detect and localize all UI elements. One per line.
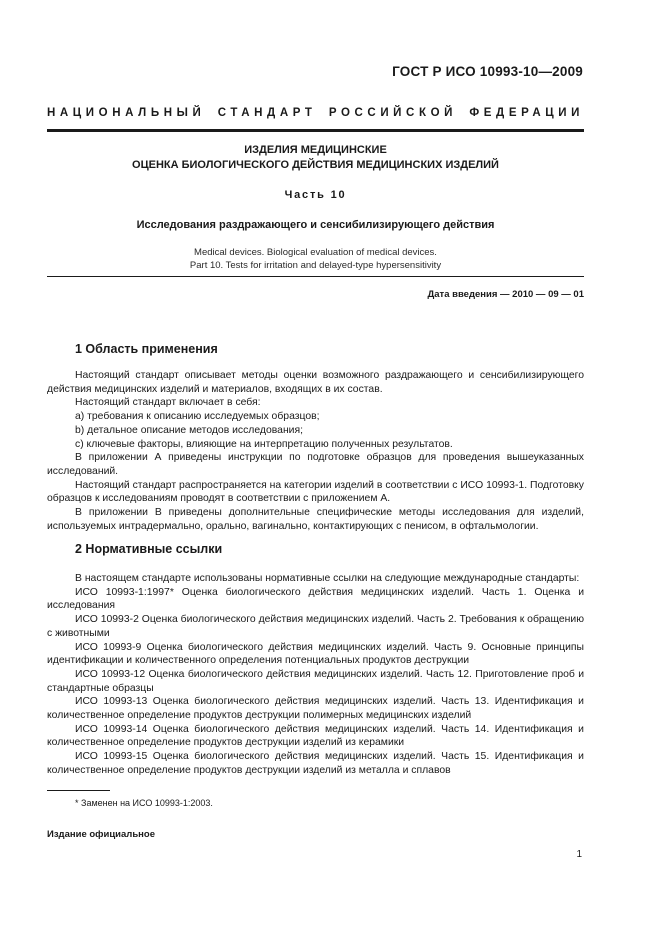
- part-label: Часть 10: [284, 189, 347, 201]
- title-rule: [47, 276, 584, 277]
- title-line: ОЦЕНКА БИОЛОГИЧЕСКОГО ДЕЙСТВИЯ МЕДИЦИНСКИХ ИЗДЕЛИЙ: [132, 159, 499, 171]
- paragraph: Настоящий стандарт описывает методы оценки возможного раздражающего и сенсибилизирующего действия медицинских изделий и материалов, входящих в их состав.: [47, 370, 584, 395]
- paragraph: Настоящий стандарт распространяется на категории изделий в соответствии с ИСО 10993-1. Подготовку образцов к исследованиям проводят в соответствии с приложением А.: [47, 479, 584, 505]
- list-item: a) требования к описанию исследуемых образцов;: [75, 411, 320, 423]
- english-title: [47, 246, 584, 272]
- reference-item: ИСО 10993-9 Оценка биологического действия медицинских изделий. Часть 9. Основные принципы идентификации и количественного определения потенциальных продуктов деструкции: [47, 641, 584, 667]
- banner-word: СТАНДАРТ: [217, 107, 317, 119]
- section-heading-scope: 1 Область применения: [75, 342, 218, 356]
- english-title-line: Part 10. Tests for irritation and delayed-type hypersensitivity: [189, 260, 442, 271]
- banner-word: НАЦИОНАЛЬНЫЙ: [47, 107, 206, 119]
- effective-date: Дата введения — 2010 — 09 — 01: [427, 289, 584, 300]
- page-number: 1: [576, 849, 582, 860]
- edition-label: Издание официальное: [47, 829, 155, 840]
- reference-item: ИСО 10993-1:1997* Оценка биологического действия медицинских изделий. Часть 1. Оценка и исследования: [47, 586, 584, 612]
- header-rule: [47, 129, 584, 132]
- reference-item: ИСО 10993-15 Оценка биологического действия медицинских изделий. Часть 15. Идентификация и количественное определение продуктов деструкции изделий из металла и сплавов: [47, 751, 584, 776]
- list-item: c) ключевые факторы, влияющие на интерпретацию полученных результатов.: [75, 438, 453, 450]
- paragraph: В приложении В приведены дополнительные специфические методы исследования для изделий, используемых интрадермально, орально, вагинально, контактирующих с пенисом, в офтальмологии.: [47, 507, 584, 532]
- paragraph: В приложении А приведены инструкции по подготовке образцов для проведения вышеуказанных исследований.: [47, 452, 584, 477]
- section-references-body: [47, 572, 584, 778]
- paragraph: Настоящий стандарт включает в себя:: [75, 397, 261, 409]
- document-code: ГОСТ Р ИСО 10993-10—2009: [392, 64, 583, 79]
- english-title-line: Medical devices. Biological evaluation of medical devices.: [194, 247, 437, 258]
- reference-item: ИСО 10993-13 Оценка биологического действия медицинских изделий. Часть 13. Идентификация и количественное определение продуктов деструкции полимерных медицинских изделий: [47, 696, 584, 722]
- national-standard-banner: [47, 107, 584, 119]
- reference-item: ИСО 10993-2 Оценка биологического действия медицинских изделий. Часть 2. Требования к обращению с животными: [47, 614, 584, 639]
- subtitle: Исследования раздражающего и сенсибилизирующего действия: [136, 219, 495, 231]
- section-heading-references: 2 Нормативные ссылки: [75, 542, 223, 556]
- title-block: [47, 143, 584, 272]
- paragraph: В настоящем стандарте использованы нормативные ссылки на следующие международные стандарты:: [75, 573, 580, 584]
- footnote-separator: [47, 790, 110, 791]
- banner-word: ФЕДЕРАЦИИ: [469, 107, 584, 119]
- section-scope-body: [47, 369, 584, 533]
- footnote: * Заменен на ИСО 10993-1:2003.: [75, 798, 213, 808]
- title-line: ИЗДЕЛИЯ МЕДИЦИНСКИЕ: [244, 144, 387, 156]
- banner-word: РОССИЙСКОЙ: [328, 107, 457, 119]
- reference-item: ИСО 10993-14 Оценка биологического действия медицинских изделий. Часть 14. Идентификация и количественное определение продуктов деструкции изделий из керамики: [47, 723, 584, 749]
- list-item: b) детальное описание методов исследования;: [75, 424, 303, 436]
- reference-item: ИСО 10993-12 Оценка биологического действия медицинских изделий. Часть 12. Приготовление проб и стандартные образцы: [47, 668, 584, 694]
